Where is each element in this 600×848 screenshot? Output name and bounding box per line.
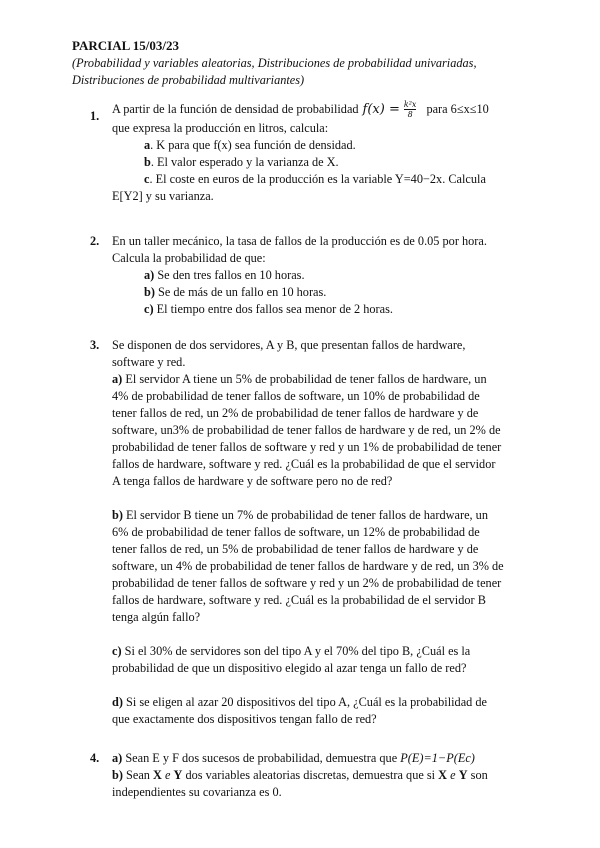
part-b-text: . El valor esperado y la varianza de X. bbox=[150, 155, 339, 169]
part-b-label: b bbox=[144, 155, 151, 169]
question-1-part-a bbox=[112, 137, 532, 154]
part-c-line: Si el 30% de servidores son del tipo A y el 70% del tipo B, ¿Cuál es la bbox=[124, 644, 471, 658]
question-2-number: 2. bbox=[90, 234, 100, 248]
part-c-label: c bbox=[144, 172, 150, 186]
variable-x: X bbox=[438, 768, 448, 782]
question-1-part-b bbox=[112, 154, 532, 171]
question-3-intro: Se disponen de dos servidores, A y B, que presentan fallos de hardware, bbox=[112, 338, 466, 352]
part-b-text: dos variables aleatorias discretas, demuestra que si bbox=[185, 768, 436, 782]
part-a-line: A tenga fallos de hardware y de software pero no de red? bbox=[112, 474, 393, 488]
question-2-part-a bbox=[112, 267, 532, 284]
question-1-number: 1. bbox=[90, 109, 100, 123]
part-a-line: tener fallos de red, un 2% de probabilidad de tener fallos de hardware y de bbox=[112, 406, 479, 420]
part-a-line: El servidor A tiene un 5% de probabilidad de tener fallos de hardware, un bbox=[125, 372, 487, 386]
part-c-label: c) bbox=[112, 644, 122, 658]
question-4-part-b bbox=[112, 767, 532, 784]
part-a-line: fallos de hardware, software y red. ¿Cuál es la probabilidad de que el servidor bbox=[112, 457, 496, 471]
question-1-intro-line bbox=[112, 98, 532, 120]
question-4-part-a bbox=[112, 750, 532, 767]
part-b-label: b) bbox=[144, 285, 155, 299]
part-c-line: probabilidad de que un dispositivo elegido al azar tenga un fallo de red? bbox=[112, 661, 467, 675]
part-c-label: c) bbox=[144, 302, 154, 316]
density-formula: f(x) = bbox=[362, 101, 400, 117]
part-d-line: que exactamente dos dispositivos tengan fallo de red? bbox=[112, 712, 377, 726]
fraction-denominator: 8 bbox=[407, 109, 413, 119]
density-fraction bbox=[404, 100, 417, 119]
part-b-line: El servidor B tiene un 7% de probabilidad de tener fallos de hardware, un bbox=[126, 508, 488, 522]
part-a-label: a) bbox=[112, 372, 123, 386]
part-a-formula: P(E)=1−P(Ec) bbox=[400, 751, 475, 765]
question-1-intro2: que expresa la producción en litros, calcula: bbox=[112, 121, 329, 135]
part-a-label: a bbox=[144, 138, 151, 152]
part-a-label: a) bbox=[144, 268, 155, 282]
part-d-line: Si se eligen al azar 20 dispositivos del tipo A, ¿Cuál es la probabilidad de bbox=[126, 695, 487, 709]
question-1-part-c-cont: E[Y2] y su varianza. bbox=[112, 189, 214, 203]
part-b-line: tenga algún fallo? bbox=[112, 610, 201, 624]
variable-y: Y bbox=[173, 768, 183, 782]
question-4-number: 4. bbox=[90, 751, 100, 765]
question-1-part-c bbox=[112, 171, 532, 188]
part-d-label: d) bbox=[112, 695, 123, 709]
question-2-intro: En un taller mecánico, la tasa de fallos de la producción es de 0.05 por hora. bbox=[112, 234, 487, 248]
part-a-line: software, un3% de probabilidad de tener fallos de hardware y de red, un 2% de bbox=[112, 423, 501, 437]
part-a-line: probabilidad de tener fallos de software y red y un 1% de probabilidad de tener bbox=[112, 440, 502, 454]
question-3-part-d bbox=[112, 694, 532, 728]
part-b-text: son bbox=[470, 768, 488, 782]
density-range: para 6≤x≤10 bbox=[426, 101, 489, 116]
part-c-text: El tiempo entre dos fallos sea menor de 2 horas. bbox=[156, 302, 393, 316]
part-b-line: fallos de hardware, software y red. ¿Cuál es la probabilidad de el servidor B bbox=[112, 593, 486, 607]
part-b-label: b) bbox=[112, 508, 123, 522]
question-3-part-a bbox=[112, 371, 532, 490]
part-a-line: 4% de probabilidad de tener fallos de software, un 10% de probabilidad de bbox=[112, 389, 480, 403]
variable-x: X bbox=[153, 768, 162, 782]
part-a-text: Sean E y F dos sucesos de probabilidad, demuestra que bbox=[125, 751, 398, 765]
part-b-line: 6% de probabilidad de tener fallos de software, un 12% de probabilidad de bbox=[112, 525, 480, 539]
part-b-label: b) bbox=[112, 768, 123, 782]
part-b-text: Sean bbox=[126, 768, 150, 782]
variable-y: Y bbox=[458, 768, 468, 782]
part-b-line: software, un 4% de probabilidad de tener fallos de hardware y de red, un 3% de bbox=[112, 559, 504, 573]
fraction-numerator: k²x bbox=[403, 99, 417, 109]
part-a-text: . K para que f(x) sea función de densidad. bbox=[150, 138, 356, 152]
question-4-part-b-cont: independientes su covarianza es 0. bbox=[112, 785, 282, 799]
part-a-label: a) bbox=[112, 751, 123, 765]
question-3-part-c bbox=[112, 643, 532, 677]
question-3-part-b bbox=[112, 507, 532, 626]
conjunction: e bbox=[450, 768, 456, 782]
question-2-part-c bbox=[112, 301, 532, 318]
question-3-intro2: software y red. bbox=[112, 355, 186, 369]
part-a-text: Se den tres fallos en 10 horas. bbox=[157, 268, 305, 282]
part-b-line: probabilidad de tener fallos de software y red y un 2% de probabilidad de tener bbox=[112, 576, 502, 590]
part-b-text: Se de más de un fallo en 10 horas. bbox=[158, 285, 327, 299]
question-2-part-b bbox=[112, 284, 532, 301]
exam-subtitle: (Probabilidad y variables aleatorias, Distribuciones de probabilidad univariadas, Distribuciones de probabilidad multivariantes) bbox=[72, 56, 477, 87]
part-b-line: tener fallos de red, un 5% de probabilidad de tener fallos de hardware y de bbox=[112, 542, 479, 556]
question-1-intro: A partir de la función de densidad de probabilidad bbox=[112, 101, 359, 116]
conjunction: e bbox=[164, 768, 171, 782]
question-3-number: 3. bbox=[90, 338, 100, 352]
part-c-text: . El coste en euros de la producción es la variable Y=40−2x. Calcula bbox=[149, 172, 486, 186]
question-2-intro2: Calcula la probabilidad de que: bbox=[112, 251, 266, 265]
exam-title: PARCIAL 15/03/23 bbox=[72, 38, 180, 53]
